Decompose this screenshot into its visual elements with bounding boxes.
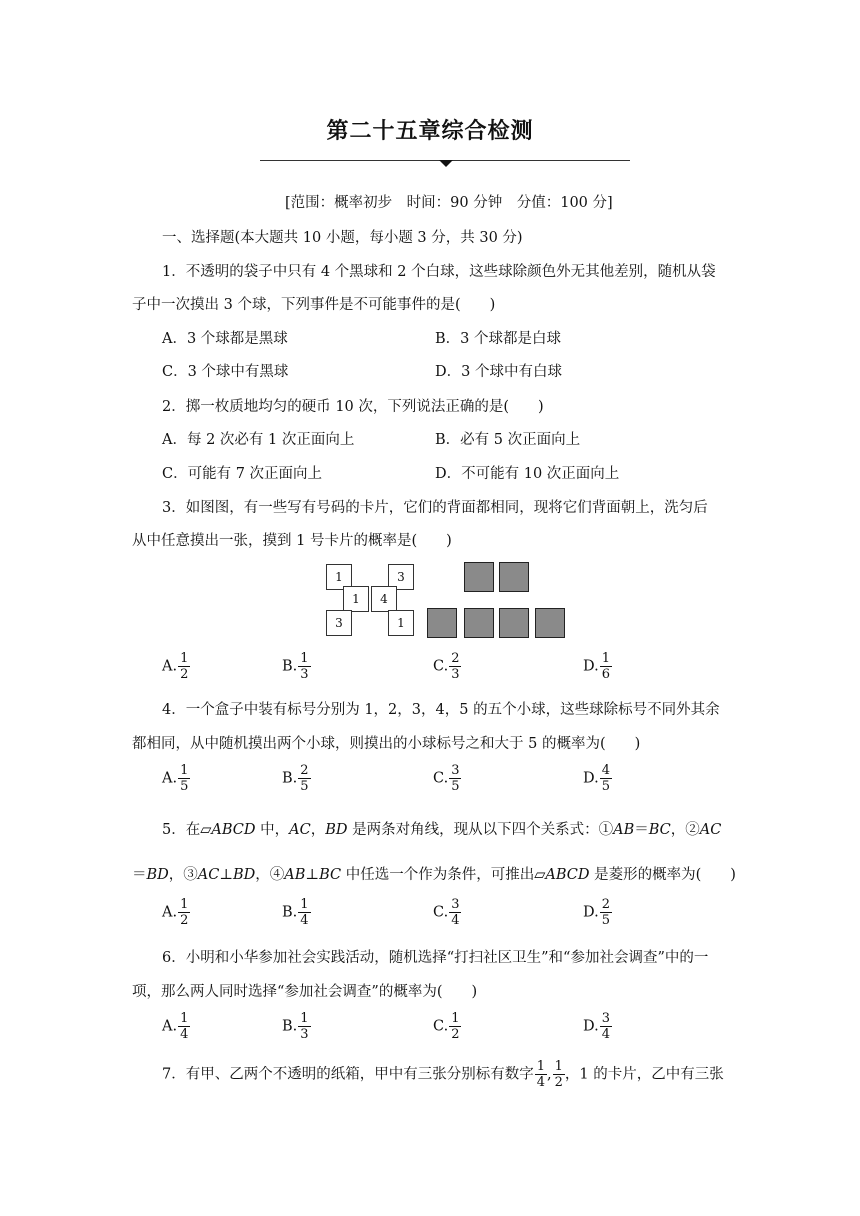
fraction <box>449 652 461 681</box>
math-var: BC <box>648 822 671 838</box>
q3-option-b <box>282 652 311 681</box>
q1-line2: 子中一次摸出 3 个球，下列事件是不可能事件的是( ) <box>132 297 496 313</box>
option-label: C. <box>433 904 449 921</box>
numerator: 3 <box>601 1011 610 1026</box>
denominator: 5 <box>180 779 189 794</box>
card-back <box>535 608 565 638</box>
numerator: 4 <box>601 763 610 778</box>
denominator: 5 <box>300 779 309 794</box>
q3-option-d <box>583 652 612 681</box>
parallelogram-symbol: ▱ <box>534 867 546 883</box>
q4-option-a <box>162 764 190 793</box>
q4-option-d <box>583 764 612 793</box>
text: ＝ <box>132 867 147 883</box>
q6-line2: 项，那么两人同时选择“参加社会调查”的概率为( ) <box>132 984 478 1000</box>
text: 是菱形的概率为( ) <box>589 867 736 883</box>
q2-option-a: A．每 2 次必有 1 次正面向上 <box>162 432 355 448</box>
text: ，② <box>670 822 700 838</box>
q6-option-d <box>583 1012 612 1041</box>
math-var: AB <box>613 822 635 838</box>
card-back <box>499 608 529 638</box>
text: ，1 的卡片，乙中有三张 <box>564 1066 724 1083</box>
denominator: 2 <box>180 667 189 682</box>
text: , <box>547 1066 552 1083</box>
numerator: 2 <box>451 651 460 666</box>
q2-line1: 2．掷一枚质地均匀的硬币 10 次，下列说法正确的是( ) <box>162 399 544 415</box>
numerator: 1 <box>180 1011 189 1026</box>
denominator: 6 <box>601 667 610 682</box>
denominator: 4 <box>300 913 309 928</box>
option-label: D. <box>583 904 599 921</box>
fraction <box>535 1060 547 1089</box>
denominator: 5 <box>601 913 610 928</box>
card-back <box>499 562 529 592</box>
q1-option-b: B．3 个球都是白球 <box>435 331 561 347</box>
math-var: AC <box>197 867 220 883</box>
card-back <box>427 608 457 638</box>
option-label: B. <box>282 1018 298 1035</box>
q3-line1: 3．如图图，有一些写有号码的卡片，它们的背面都相同，现将它们背面朝上，洗匀后 <box>162 500 708 516</box>
option-label: D. <box>583 770 599 787</box>
text: ⊥ <box>219 867 233 883</box>
option-label: C. <box>433 1018 449 1035</box>
denominator: 4 <box>601 1027 610 1042</box>
denominator: 5 <box>601 779 610 794</box>
q6-option-b <box>282 1012 311 1041</box>
numerator: 1 <box>180 897 189 912</box>
numerator: 1 <box>300 897 309 912</box>
q6-line1: 6．小明和小华参加社会实践活动，随机选择“打扫社区卫生”和“参加社会调查”中的一 <box>162 950 709 966</box>
card-figure <box>326 562 566 638</box>
option-label: A. <box>162 770 178 787</box>
q6-option-c <box>433 1012 461 1041</box>
card-front: 4 <box>371 586 397 612</box>
fraction <box>298 764 310 793</box>
q4-line2: 都相同，从中随机摸出两个小球，则摸出的小球标号之和大于 5 的概率为( ) <box>132 736 641 752</box>
q5-option-c <box>433 898 461 927</box>
text: ，④ <box>255 867 285 883</box>
denominator: 4 <box>451 913 460 928</box>
q2-option-b: B．必有 5 次正面向上 <box>435 432 581 448</box>
fraction <box>600 652 612 681</box>
numerator: 1 <box>554 1059 563 1074</box>
math-var: ABCD <box>211 822 256 838</box>
text: 7．有甲、乙两个不透明的纸箱，甲中有三张分别标有数字 <box>162 1066 534 1083</box>
text: 是两条对角线，现从以下四个关系式：① <box>347 822 614 838</box>
math-var: BD <box>233 867 256 883</box>
option-label: D. <box>583 658 599 675</box>
q5-line1 <box>162 818 721 839</box>
q5-option-b <box>282 898 311 927</box>
page-title: 第二十五章综合检测 <box>326 119 534 144</box>
range-info: [范围：概率初步 时间：90 分钟 分值：100 分] <box>285 195 613 211</box>
q5-line2 <box>132 863 736 884</box>
q4-option-b <box>282 764 311 793</box>
divider-triangle-icon <box>439 160 453 167</box>
fraction <box>600 764 612 793</box>
section-heading: 一、选择题(本大题共 10 小题，每小题 3 分，共 30 分) <box>162 230 523 246</box>
text: ，③ <box>168 867 198 883</box>
denominator: 3 <box>300 1027 309 1042</box>
text: ＝ <box>634 822 649 838</box>
parallelogram-symbol: ▱ <box>200 822 212 838</box>
q5-option-d <box>583 898 612 927</box>
card-front: 1 <box>343 586 369 612</box>
denominator: 3 <box>451 667 460 682</box>
q2-option-c: C．可能有 7 次正面向上 <box>162 466 323 482</box>
numerator: 2 <box>601 897 610 912</box>
option-label: B. <box>282 770 298 787</box>
q1-line1: 1．不透明的袋子中只有 4 个黑球和 2 个白球，这些球除颜色外无其他差别，随机从袋 <box>162 264 716 280</box>
option-label: D. <box>583 1018 599 1035</box>
text: 中， <box>255 822 290 838</box>
denominator: 4 <box>180 1027 189 1042</box>
q1-option-c: C．3 个球中有黑球 <box>162 364 289 380</box>
math-var: BC <box>319 867 342 883</box>
q7-line1 <box>162 1060 724 1089</box>
fraction <box>553 1060 565 1089</box>
text: 中任选一个作为条件，可推出 <box>341 867 535 883</box>
math-var: AC <box>699 822 722 838</box>
option-label: A. <box>162 904 178 921</box>
numerator: 1 <box>601 651 610 666</box>
math-var: ABCD <box>545 867 590 883</box>
math-var: BD <box>325 822 348 838</box>
text: ⊥ <box>305 867 320 883</box>
option-label: B. <box>282 658 298 675</box>
q1-option-d: D．3 个球中有白球 <box>435 364 562 380</box>
denominator: 2 <box>554 1075 563 1090</box>
numerator: 3 <box>451 897 460 912</box>
fraction <box>298 652 310 681</box>
q2-option-d: D．不可能有 10 次正面向上 <box>435 466 620 482</box>
fraction <box>298 1012 310 1041</box>
option-label: B. <box>282 904 298 921</box>
denominator: 3 <box>300 667 309 682</box>
math-var: AC <box>289 822 311 838</box>
card-front: 3 <box>326 610 352 636</box>
fraction <box>600 898 612 927</box>
option-label: C. <box>433 770 449 787</box>
option-label: A. <box>162 658 178 675</box>
denominator: 2 <box>180 913 189 928</box>
fraction <box>178 1012 190 1041</box>
q6-option-a <box>162 1012 190 1041</box>
card-front: 1 <box>388 610 414 636</box>
option-label: A. <box>162 1018 178 1035</box>
denominator: 2 <box>451 1027 460 1042</box>
numerator: 3 <box>451 763 460 778</box>
option-label: C. <box>433 658 449 675</box>
fraction <box>178 652 190 681</box>
denominator: 5 <box>451 779 460 794</box>
fraction <box>178 898 190 927</box>
numerator: 1 <box>536 1059 546 1074</box>
numerator: 1 <box>300 1011 309 1026</box>
fraction <box>449 898 461 927</box>
numerator: 1 <box>180 651 189 666</box>
card-front: 1 <box>326 564 352 590</box>
q3-option-c <box>433 652 461 681</box>
math-var: AB <box>284 867 306 883</box>
numerator: 2 <box>300 763 309 778</box>
fraction <box>449 764 461 793</box>
card-back <box>464 608 494 638</box>
q5-option-a <box>162 898 190 927</box>
q4-line1: 4．一个盒子中装有标号分别为 1，2，3，4，5 的五个小球，这些球除标号不同外其余 <box>162 702 720 718</box>
math-var: BD <box>146 867 169 883</box>
numerator: 1 <box>451 1011 460 1026</box>
fraction <box>298 898 310 927</box>
q3-line2: 从中任意摸出一张，摸到 1 号卡片的概率是( ) <box>132 533 452 549</box>
fraction <box>178 764 190 793</box>
card-back <box>464 562 494 592</box>
fraction <box>600 1012 612 1041</box>
card-front: 3 <box>388 564 414 590</box>
fraction <box>449 1012 461 1041</box>
denominator: 4 <box>536 1075 546 1090</box>
q3-option-a <box>162 652 190 681</box>
numerator: 1 <box>180 763 189 778</box>
numerator: 1 <box>300 651 309 666</box>
q4-option-c <box>433 764 461 793</box>
q1-option-a: A．3 个球都是黑球 <box>162 331 288 347</box>
text: 5．在 <box>162 822 201 838</box>
text: ， <box>310 822 326 838</box>
